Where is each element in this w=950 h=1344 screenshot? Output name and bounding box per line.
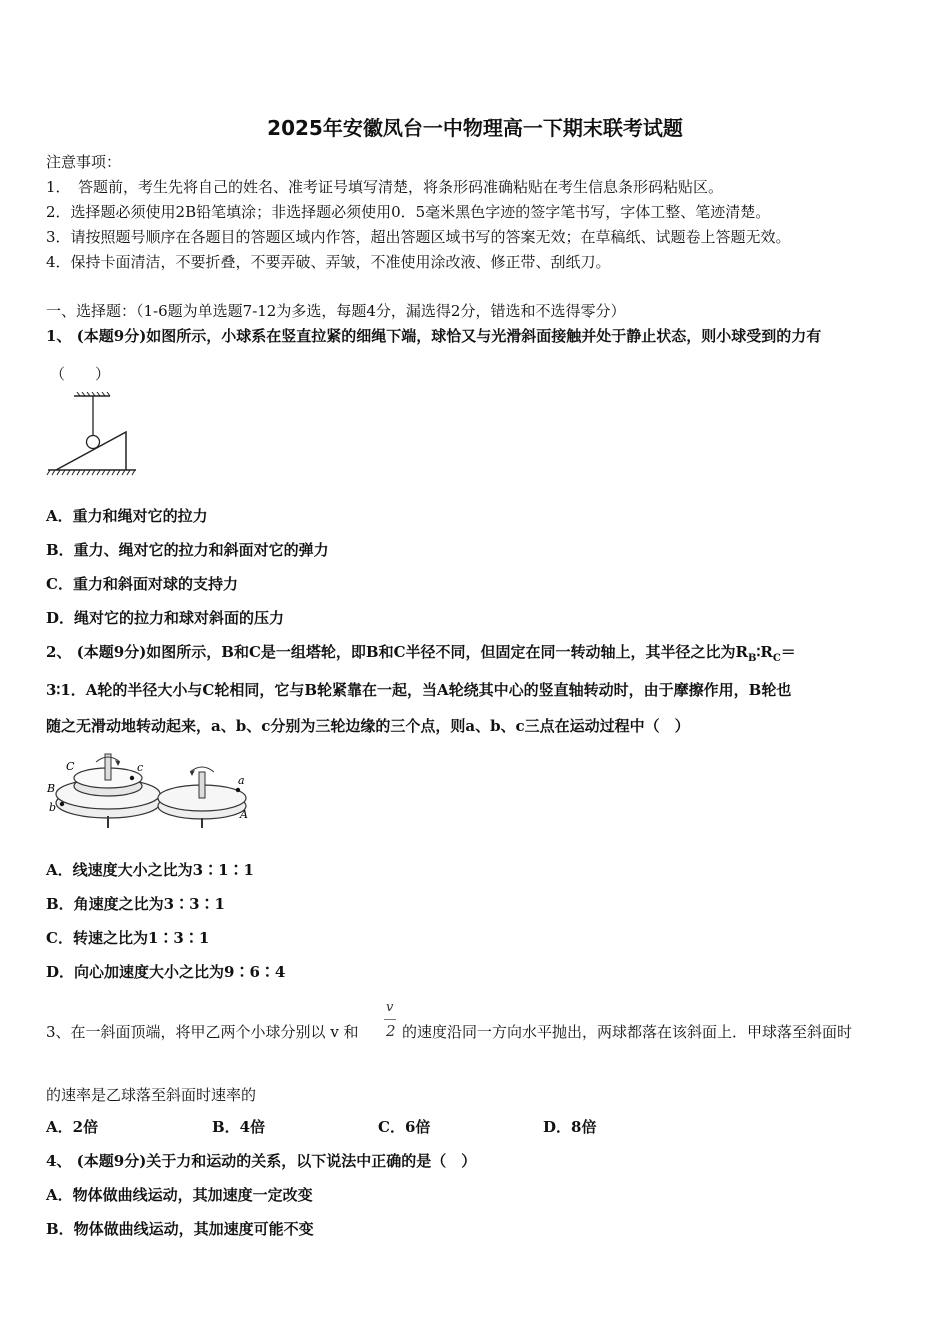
- q1-option-b: B．重力、绳对它的拉力和斜面对它的弹力: [46, 541, 329, 559]
- q1-blank: （ ）: [50, 365, 111, 383]
- q3-option-c: C．6倍: [378, 1118, 431, 1136]
- notice-heading: 注意事项：: [46, 153, 122, 171]
- q4-stem: 4、 (本题9分)关于力和运动的关系，以下说法中正确的是（ ）: [46, 1152, 477, 1170]
- q3-stem-b: 的速度沿同一方向水平抛出，两球都落在该斜面上．甲球落至斜面时: [402, 1023, 853, 1041]
- q2-sub-c: C: [772, 653, 781, 664]
- q3-option-b: B．4倍: [212, 1118, 266, 1136]
- q2-option-c: C．转速之比为1∶3∶1: [46, 929, 210, 947]
- q2-ratio-colon: ∶R: [756, 643, 773, 661]
- q1-stem: 1、 (本题9分)如图所示，小球系在竖直拉紧的细绳下端，球恰又与光滑斜面接触并处于静止状态，则小球受到的力有: [46, 327, 822, 345]
- notice-item: 1． 答题前，考生先将自己的姓名、准考证号填写清楚，将条形码准确粘贴在考生信息条形码粘贴区。: [46, 178, 724, 196]
- label-c: c: [137, 761, 144, 774]
- q3-fraction-numerator: v: [386, 1000, 394, 1015]
- q2-option-d: D．向心加速度大小之比为9∶6∶4: [46, 963, 286, 981]
- section-heading: 一、选择题：（1-6题为单选题7-12为多选，每题4分，漏选得2分，错选和不选得零分）: [46, 302, 626, 320]
- q2-equals: ＝: [780, 643, 796, 661]
- q4-option-a: A．物体做曲线运动，其加速度一定改变: [46, 1186, 313, 1204]
- q2-stem-text: 2、 (本题9分)如图所示，B和C是一组塔轮，即B和C半径不同，但固定在同一转动轴上，其半径之比为R: [46, 643, 748, 661]
- q3-option-d: D．8倍: [543, 1118, 597, 1136]
- q2-stem-line1: [46, 642, 796, 669]
- q3-fraction-denominator: 2: [386, 1022, 396, 1040]
- q3-stem-line2: 的速率是乙球落至斜面时速率的: [46, 1086, 257, 1104]
- q2-pulley-figure: [44, 748, 256, 832]
- q2-stem-line3: 随之无滑动地转动起来，a、b、c分别为三轮边缘的三个点，则a、b、c三点在运动过程中（ ）: [46, 717, 690, 735]
- q2-sub-b: B: [748, 653, 757, 664]
- q1-incline-figure: [44, 392, 144, 482]
- q2-option-a: A．线速度大小之比为3∶1∶1: [46, 861, 254, 879]
- q3-option-a: A．2倍: [46, 1118, 99, 1136]
- label-C: C: [66, 760, 75, 773]
- label-B: B: [47, 782, 56, 795]
- q2-stem-line2: 3∶1．A轮的半径大小与C轮相同，它与B轮紧靠在一起，当A轮绕其中心的竖直轴转动时，由于摩擦作用，B轮也: [46, 681, 792, 699]
- q1-option-d: D．绳对它的拉力和球对斜面的压力: [46, 609, 285, 627]
- q1-option-a: A．重力和绳对它的拉力: [46, 507, 208, 525]
- label-a: a: [238, 774, 245, 787]
- q4-option-b: B．物体做曲线运动，其加速度可能不变: [46, 1220, 314, 1238]
- label-b: b: [49, 801, 57, 814]
- notice-item: 4．保持卡面清洁，不要折叠，不要弄破、弄皱，不准使用涂改液、修正带、刮纸刀。: [46, 253, 611, 271]
- notice-item: 2．选择题必须使用2B铅笔填涂；非选择题必须使用0．5毫米黑色字迹的签字笔书写，字体工整、笔迹清楚。: [46, 203, 771, 221]
- page-title: 2025年安徽凤台一中物理高一下期末联考试题: [267, 116, 683, 140]
- notice-item: 3．请按照题号顺序在各题目的答题区域内作答，超出答题区域书写的答案无效；在草稿纸、试题卷上答题无效。: [46, 228, 791, 246]
- q3-fraction-bar: [384, 1019, 396, 1020]
- label-A: A: [240, 808, 248, 821]
- q1-option-c: C．重力和斜面对球的支持力: [46, 575, 238, 593]
- q2-option-b: B．角速度之比为3∶3∶1: [46, 895, 225, 913]
- q3-stem-a: 3、在一斜面顶端，将甲乙两个小球分别以 v 和: [46, 1023, 359, 1041]
